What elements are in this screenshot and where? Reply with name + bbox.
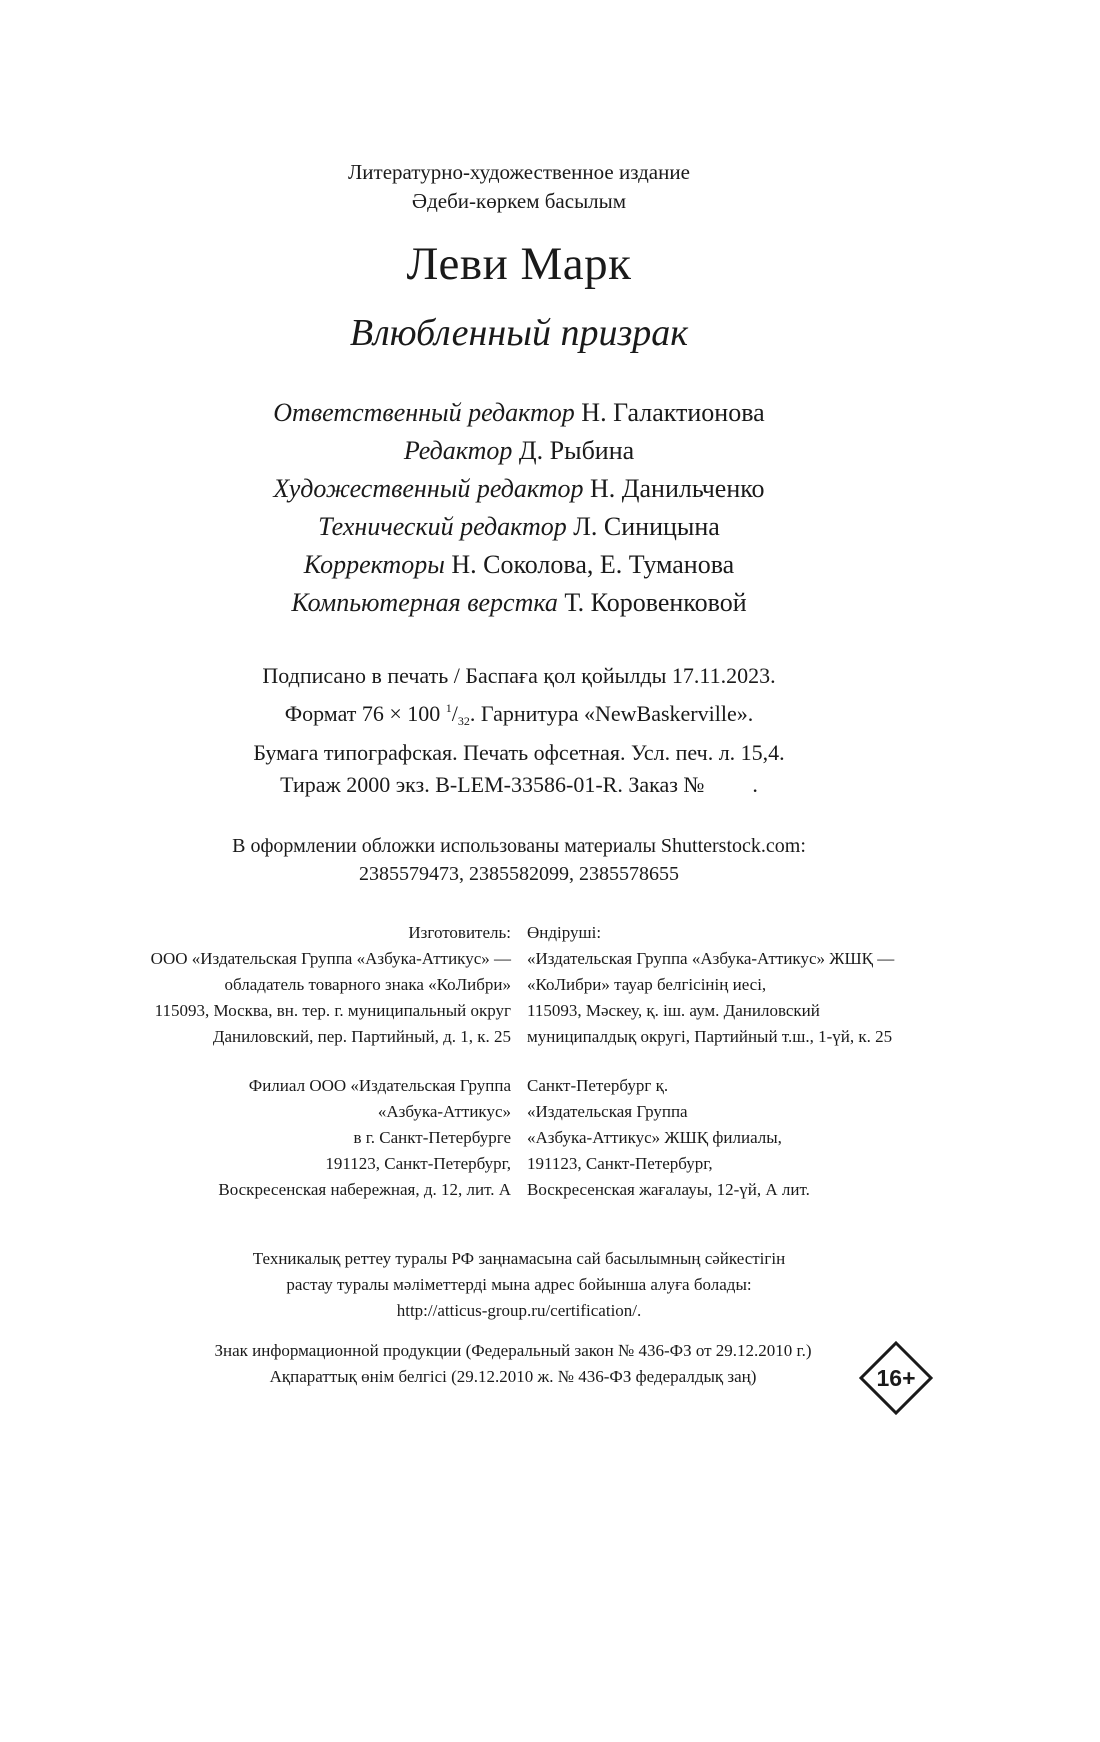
credit-person: Л. Синицына [573, 512, 720, 541]
address-line: 115093, Москва, вн. тер. г. муниципальный округ [154, 1001, 511, 1020]
address-line: «КоЛибри» тауар белгісінің иесі, [527, 975, 767, 994]
credit-person: Т. Коровенковой [564, 588, 747, 617]
credit-line [0, 394, 1038, 432]
credit-role: Технический редактор [318, 512, 567, 541]
format-suffix: . Гарнитура «NewBaskerville». [469, 701, 754, 726]
address-line: муниципалдық округі, Партийный т.ш., 1-үй, к. 25 [527, 1027, 893, 1046]
certification-line2: растау туралы мәліметтерді мына адрес бойынша алуға болады: [286, 1275, 752, 1294]
address-line: «Издательская Группа [527, 1102, 688, 1121]
age-notice [183, 1338, 843, 1390]
run-text: Тираж 2000 экз. B-LEM-33586-01-R. Заказ № [280, 772, 705, 797]
address-line: 191123, Санкт-Петербург, [325, 1154, 511, 1173]
run-end: . [752, 772, 758, 797]
credit-role: Компьютерная верстка [291, 588, 558, 617]
credit-person: Н. Галактионова [581, 398, 765, 427]
credit-person: Н. Соколова, Е. Туманова [451, 550, 735, 579]
address-line: 191123, Санкт-Петербург, [527, 1154, 713, 1173]
credit-role: Художественный редактор [273, 474, 584, 503]
cover-credit-line2: 2385579473, 2385582099, 2385578655 [359, 863, 679, 885]
author-name: Леви Марк [406, 238, 632, 290]
branch-ru [218, 1073, 511, 1203]
age-notice-ru: Знак информационной продукции (Федеральный закон № 436-ФЗ от 29.12.2010 г.) [214, 1341, 812, 1360]
address-line: 115093, Мәскеу, қ. іш. аум. Даниловский [527, 1001, 820, 1020]
genre-ru: Литературно-художественное издание [348, 160, 690, 184]
age-rating-diamond-icon [859, 1341, 933, 1415]
format-numerator: 1 [445, 701, 452, 715]
credit-role: Ответственный редактор [273, 398, 575, 427]
address-line: Воскресенская набережная, д. 12, лит. А [218, 1180, 511, 1199]
imprint-run [0, 769, 1038, 801]
address-line: «Азбука-Аттикус» ЖШҚ филиалы, [527, 1128, 782, 1147]
address-line: «Издательская Группа «Азбука-Аттикус» ЖШҚ — [527, 949, 895, 968]
genre-block [0, 158, 1038, 216]
address-line: Даниловский, пер. Партийный, д. 1, к. 25 [212, 1027, 511, 1046]
address-line: Өндіруші: [527, 923, 602, 942]
address-line: Изготовитель: [408, 923, 511, 942]
credit-person: Н. Данильченко [589, 474, 765, 503]
credit-line [0, 432, 1038, 470]
certification-line1: Техникалық реттеу туралы РФ заңнамасына сай басылымның сәйкестігін [252, 1249, 786, 1268]
credits-block [0, 394, 1038, 622]
branch-kz [527, 1073, 810, 1203]
manufacturer-kz [527, 920, 894, 1050]
imprint-paper: Бумага типографская. Печать офсетная. Усл. печ. л. 15,4. [253, 740, 785, 765]
address-line: Воскресенская жағалауы, 12-үй, А лит. [527, 1180, 810, 1199]
address-line: ООО «Издательская Группа «Азбука-Аттикус» — [150, 949, 511, 968]
manufacturer-ru [151, 920, 511, 1050]
certification-notice [0, 1246, 1038, 1324]
format-denominator: 32 [457, 714, 470, 728]
certification-url: http://atticus-group.ru/certification/. [396, 1301, 642, 1320]
address-line: Филиал ООО «Издательская Группа [248, 1076, 511, 1095]
credit-line [0, 546, 1038, 584]
credit-line [0, 470, 1038, 508]
credit-line [0, 508, 1038, 546]
imprint-format: Формат 76 × 100 $^1/_{32}$. Гарнитура «NewBaskerville». [284, 701, 754, 728]
cover-credit-line1: В оформлении обложки использованы материалы Shutterstock.com: [232, 835, 806, 857]
imprint-signed: Подписано в печать / Баспаға қол қойылды 17.11.2023. [262, 663, 776, 688]
address-line: в г. Санкт-Петербурге [353, 1128, 511, 1147]
age-notice-kz: Ақпараттық өнім белгісі (29.12.2010 ж. № 436-ФЗ федералдық заң) [269, 1367, 757, 1386]
imprint-block [0, 660, 1038, 801]
age-rating-badge [859, 1341, 933, 1415]
credit-line [0, 584, 1038, 622]
genre-kz: Әдеби-көркем басылым [411, 189, 627, 213]
address-line: Санкт-Петербург қ. [527, 1076, 669, 1095]
credit-role: Редактор [403, 436, 513, 465]
format-prefix: Формат 76 × 100 [284, 701, 441, 726]
credit-role: Корректоры [303, 550, 445, 579]
address-line: обладатель товарного знака «КоЛибри» [224, 975, 511, 994]
age-rating-text: 16+ [876, 1365, 916, 1391]
credit-person: Д. Рыбина [518, 436, 635, 465]
cover-credit-block [0, 832, 1038, 888]
book-title: Влюбленный призрак [349, 312, 689, 354]
address-line: «Азбука-Аттикус» [377, 1102, 511, 1121]
